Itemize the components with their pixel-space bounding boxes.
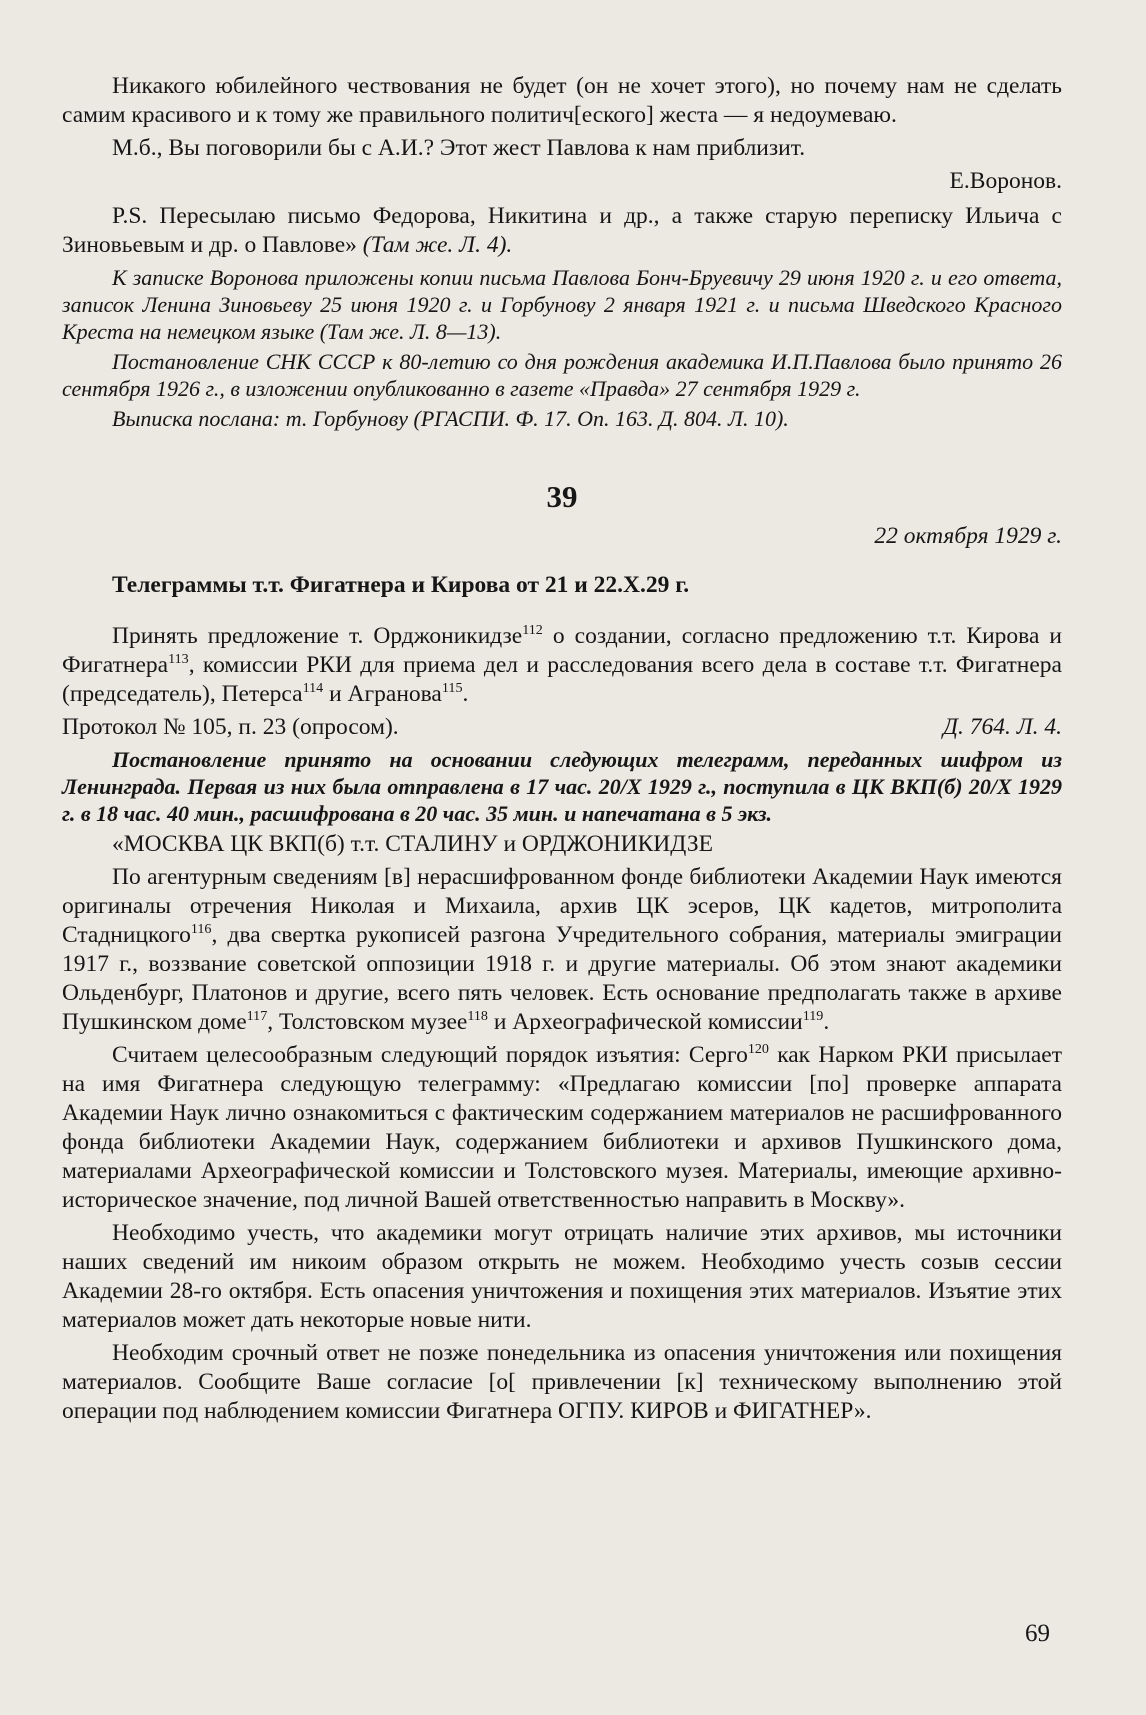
decision-text: Принять предложение т. Орджоникидзе [112,623,523,649]
editorial-note-1: К записке Воронова приложены копии письма Павлова Бонч-Бруевичу 29 июня 1920 г. и его ответа, записок Ленина Зиновьеву 25 июня 1920 г. и Горбунову 2 января 1921 г. и письма Шведского Красного Креста на немецком языке (Там же. Л. 8—13). [62,265,1062,344]
document-date: 22 октября 1929 г. [874,523,1062,549]
telegram-text: и Археографической комиссии [487,1009,803,1035]
telegram-text: как Нарком РКИ присылает на имя Фигатнера следующую телеграмму: «Предлагаю комиссии [по] проверке аппарата Академии Наук лично ознакомиться с фактическим содержанием материалов не расшифрованного фонда библиотеки Академии Наук, содержанием библиотеки и архивов Пушкинского дома, материалами Археографической комиссии и Толстовского музея. Материалы, имеющие архивно-историческое значение, под личной Вашей ответственностью направить в Москву». [62,1042,1062,1213]
telegram-text: , два свертка рукописей разгона Учредительного собрания, материалы эмиграции 1917 г., воззвание советской оппозиции 1918 г. и другие материалы. Об этом знают академики Ольденбург, Платонов и другие, всего пять человек. Есть основание предполагать также в архиве Пушкинском доме [62,922,1062,1035]
editorial-note-2: Постановление СНК СССР к 80-летию со дня рождения академика И.П.Павлова было принято 26 сентября 1926 г., в изложении опубликованно в газете «Правда» 27 сентября 1929 г. [62,349,1062,401]
footnote-ref: 117 [246,1008,268,1025]
footnote-ref: 118 [467,1008,488,1025]
decision-text: . [462,681,469,707]
postscript [62,202,1062,260]
letter-paragraph-2: М.б., Вы поговорили бы с А.И.? Этот жест Павлова к нам приблизит. [112,135,806,161]
protocol-reference: Д. 764. Л. 4. [943,714,1062,740]
postscript-reference: (Там же. Л. 4). [362,232,513,258]
decision-text: о создании, согласно предложению т.т. Кирова и Фигатнера [62,623,1063,678]
postscript-text: P.S. Пересылаю письмо Федорова, Никитина и др., а также старую переписку Ильича с Зиновьевым и др. о Павлове» [62,203,1062,258]
telegram-text: Считаем целесообразным следующий порядок изъятия: Серго [112,1042,748,1068]
protocol-line [62,713,1062,742]
footnote-ref: 120 [747,1041,769,1058]
decision-paragraph [62,622,1062,709]
footnote-ref: 112 [522,622,543,639]
telegram-text: По агентурным сведениям [в] нерасшифрованном фонде библиотеки Академии Наук имеются оригиналы отречения Николая и Михаила, архив ЦК эсеров, ЦК кадетов, митрополита Стадницкого [62,864,1062,948]
page-number: 69 [1025,1620,1050,1647]
decision-text: и Агранова [323,681,442,707]
telegram-text: . [823,1009,830,1035]
letter-signature: Е.Воронов. [949,168,1062,194]
telegram-paragraph-1 [62,863,1062,1037]
editorial-note-3: Выписка послана: т. Горбунову (РГАСПИ. Ф. 17. Оп. 163. Д. 804. Л. 10). [112,406,789,431]
footnote-ref: 113 [168,651,189,668]
footnote-ref: 119 [802,1008,824,1025]
telegram-text: , Толстовском музее [267,1009,468,1035]
document-page [62,72,1062,1430]
telegram-paragraph-2 [62,1041,1062,1215]
telegram-paragraph-4: Необходим срочный ответ не позже понедельника из опасения уничтожения или похищения материалов. Сообщите Ваше согласие [о[ привлечении [к] техническому выполнению этой операции под наблюдением комиссии Фигатнера ОГПУ. КИРОВ и ФИГАТНЕР». [62,1340,1062,1424]
protocol-text: Протокол № 105, п. 23 (опросом). [62,714,399,740]
document-number: 39 [546,479,578,514]
footnote-ref: 115 [441,680,463,697]
decision-text: , комиссии РКИ для приема дел и расследования всего дела в составе т.т. Фигатнера (председатель), Петерса [62,652,1062,707]
footnote-ref: 116 [190,921,212,938]
footnote-ref: 114 [302,680,324,697]
telegram-address: «МОСКВА ЦК ВКП(б) т.т. СТАЛИНУ и ОРДЖОНИКИДЗЕ [112,831,713,857]
telegram-paragraph-3: Необходимо учесть, что академики могут отрицать наличие этих архивов, мы источники наших сведений им никоим образом открыть не можем. Необходимо учесть созыв сессии Академии 28-го октября. Есть опасения уничтожения и похищения этих материалов. Изъятие этих материалов может дать некоторые новые нити. [62,1220,1062,1333]
letter-paragraph-1: Никакого юбилейного чествования не будет (он не хочет этого), но почему нам не сделать самим красивого и к тому же правильного политич[еского] жеста — я недоумеваю. [62,73,1062,128]
resolution-note: Постановление принято на основании следующих телеграмм, переданных шифром из Ленинграда. Первая из них была отправлена в 17 час. 20/X 1929 г., поступила в ЦК ВКП(б) 20/X 1929 г. в 18 час. 40 мин., расшифрована в 20 час. 35 мин. и напечатана в 5 экз. [62,747,1062,826]
document-heading: Телеграммы т.т. Фигатнера и Кирова от 21 и 22.X.29 г. [112,572,690,598]
